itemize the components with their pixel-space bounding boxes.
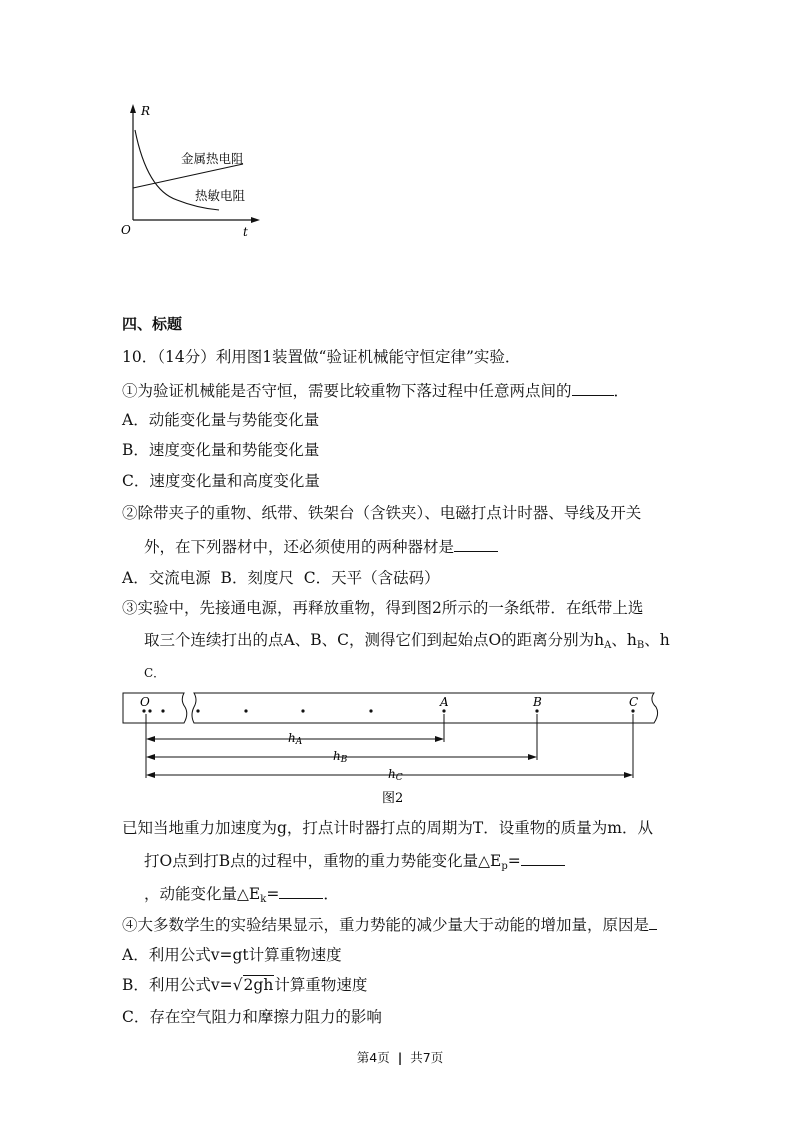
part3-line3: C． [144,666,166,680]
sep1: 、h [611,631,637,649]
point-a-label: A [440,695,449,709]
hb-arrow-right [528,754,537,760]
tape-dot [369,709,372,712]
figure2-caption: 图2 [382,791,404,806]
tape-dot-a [442,709,445,712]
answer-blank-1[interactable] [572,380,614,396]
part3-line5-text: 打O点到打B点的过程中，重物的重力势能变化量△E [144,852,502,870]
tape-right-segment [192,693,658,723]
tape-left-segment [123,693,187,723]
hb-arrow-left [146,754,155,760]
part2-line2 [144,536,498,557]
hc-arrow-right [624,772,633,778]
answer-blank-3[interactable] [521,850,565,866]
y-axis-arrow [130,104,136,113]
thermistor-label: 热敏电阻 [195,188,246,203]
part3-text: 取三个连续打出的点A、B、C，测得它们到起始点O的距离分别为h [144,631,605,649]
tape-dot-b [535,709,538,712]
eq-k: = [266,885,280,903]
sqrt-radicand: 2gh [243,976,274,994]
section-title: 四、标题 [122,315,183,333]
x-axis-label: t [243,225,248,239]
point-c-label: C [629,695,639,709]
part4-option-b-post: 计算重物速度 [274,976,368,994]
part3-line4: 已知当地重力加速度为g，打点计时器打点的周期为T．设重物的质量为m．从 [122,819,653,837]
hc-label: hC [388,767,403,783]
tape-dot-c [631,709,634,712]
part1-text: ①为验证机械能是否守恒，需要比较重物下落过程中任意两点间的 [122,382,572,400]
part2-text: 外，在下列器材中，还必须使用的两种器材是 [144,538,455,556]
part4-question [122,914,657,935]
part4-option-b [122,975,367,995]
metal-resistor-line [133,164,243,188]
point-b-label: B [533,695,542,709]
tape-dot [196,709,199,712]
sub-b: B [636,640,645,651]
sep2: 、h [644,631,670,649]
ha-arrow-left [146,736,155,742]
part3-line6-end: ． [323,885,339,903]
page-total: 共7页 [410,1050,444,1065]
part1-option-c: C．速度变化量和高度变化量 [122,472,320,490]
origin-label: O [121,223,131,237]
ha-label: hA [288,731,303,747]
part2-line1: ②除带夹子的重物、纸带、铁架台（含铁夹）、电磁打点计时器、导线及开关 [122,504,642,522]
part1-question [122,380,629,401]
part3-line6-text: ，动能变化量△E [144,885,261,903]
part3-line2 [144,630,670,656]
part1-option-a: A．动能变化量与势能变化量 [122,411,320,429]
paper-tape-figure [118,690,663,810]
part3-line6 [144,883,339,910]
part1-option-b: B．速度变化量和势能变化量 [122,441,320,459]
sqrt-sign: √ [232,976,243,994]
page-footer [0,1048,800,1066]
part3-line5 [144,850,565,877]
x-axis-arrow [251,217,260,223]
part3-line1: ③实验中，先接通电源，再释放重物，得到图2所示的一条纸带．在纸带上选 [122,599,644,617]
tape-dot [142,709,145,712]
resistance-temperature-graph [115,100,275,245]
ha-arrow-right [435,736,444,742]
y-axis-label: R [141,104,151,118]
answer-blank-4[interactable] [279,883,323,899]
part4-text: ④大多数学生的实验结果显示，重力势能的减少量大于动能的增加量，原因是 [122,916,650,934]
part1-end: ． [613,382,630,400]
footer-separator: | [397,1050,403,1065]
point-o-label: O [140,695,150,709]
tape-dot [148,709,151,712]
sub-a: A [604,640,612,651]
hb-label: hB [333,749,348,765]
tape-dot [161,709,164,712]
sub-p: p [501,861,508,872]
tape-dot [301,709,304,712]
part4-option-c: C．存在空气阻力和摩擦力阻力的影响 [122,1008,382,1026]
part2-options: A．交流电源 B．刻度尺 C．天平（含砝码） [122,569,440,587]
answer-blank-5[interactable] [649,914,657,930]
hc-arrow-left [146,772,155,778]
sub-k: k [260,894,267,905]
tape-dot [244,709,247,712]
eq-p: = [507,852,521,870]
part4-option-a: A．利用公式v=gt计算重物速度 [122,946,342,964]
page-number: 第4页 [356,1050,390,1065]
question-stem: 10．（14分）利用图1装置做“验证机械能守恒定律”实验． [122,348,521,366]
answer-blank-2[interactable] [454,536,498,552]
part4-option-b-pre: B．利用公式v= [122,976,233,994]
metal-resistor-label: 金属热电阻 [181,151,244,166]
